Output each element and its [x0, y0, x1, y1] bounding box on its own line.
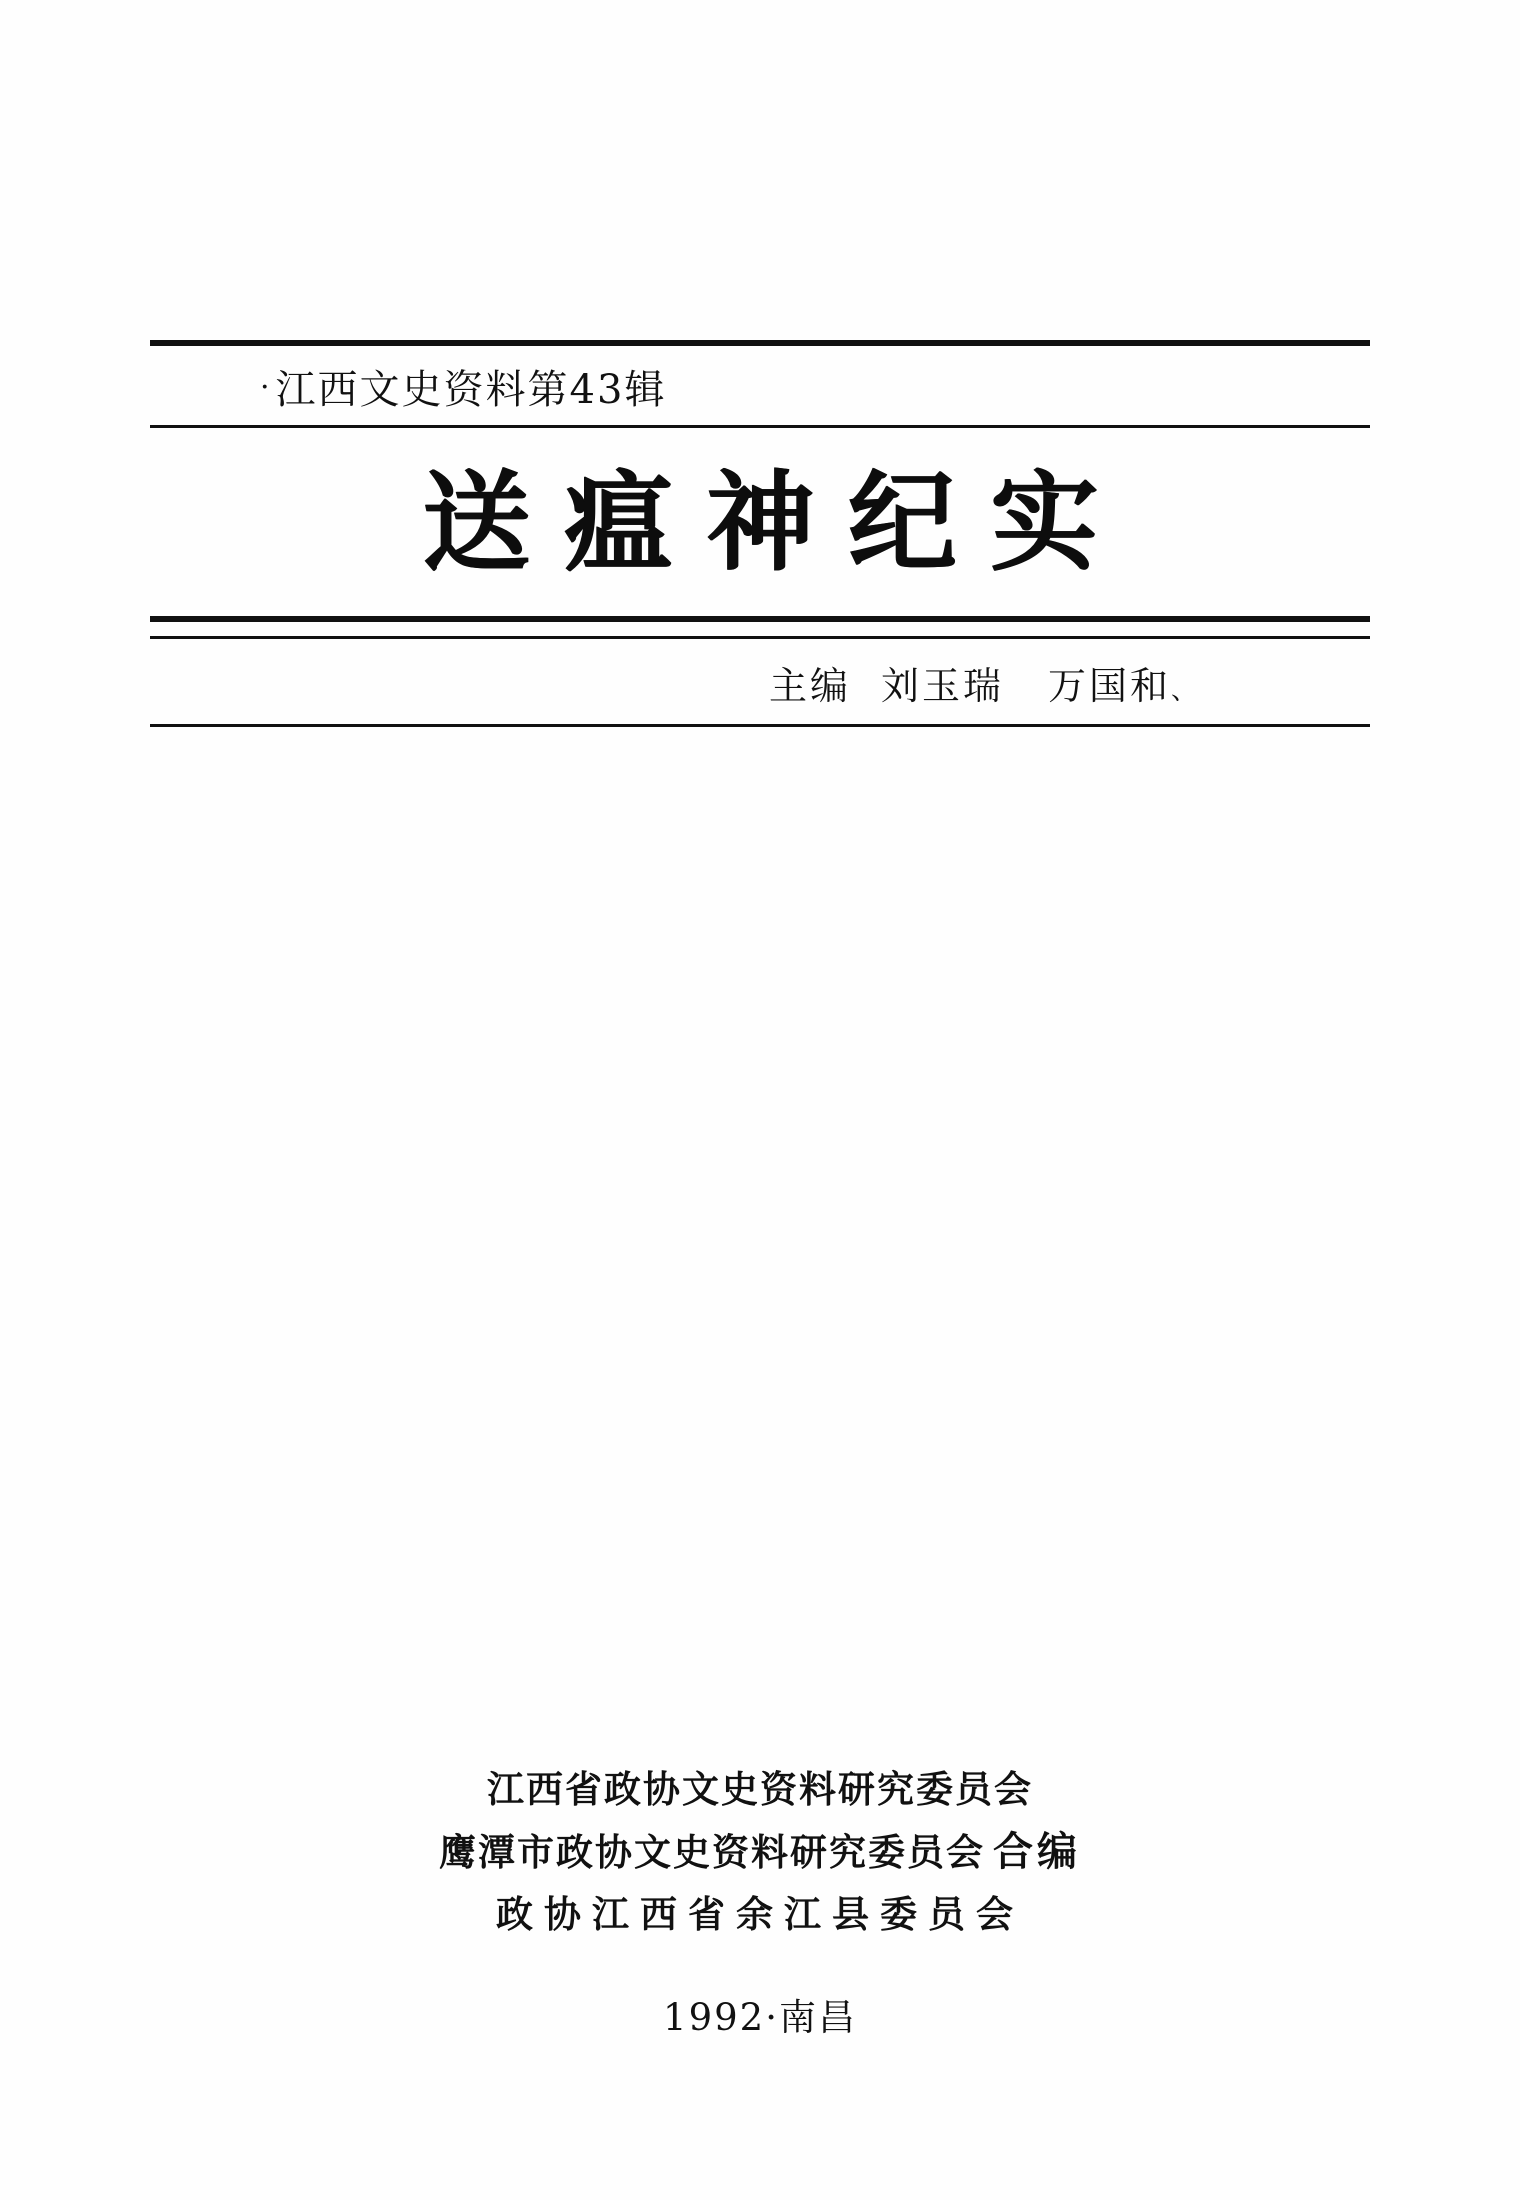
publisher-row	[0, 1760, 1520, 1820]
publisher-name-2: 鹰潭市政协文史资料研究委员会	[439, 1830, 985, 1874]
publisher-name-3: 政协江西省余江县委员会	[496, 1892, 1024, 1936]
series-dot: ·	[260, 370, 272, 405]
editor-name-1: 刘玉瑞	[880, 664, 1004, 709]
rule-gap	[150, 622, 1370, 636]
editor-tail-mark: 、	[1170, 676, 1200, 707]
joint-edition-mark: 合编	[993, 1828, 1081, 1875]
series-label: 江西文史资料第43辑	[275, 367, 667, 413]
series-line	[150, 346, 1370, 425]
publisher-row	[0, 1885, 1520, 1945]
editor-line	[150, 639, 1370, 724]
editor-bottom-rule	[150, 724, 1370, 727]
editor-name-2: 万国和	[1047, 664, 1171, 709]
year-and-place: 1992·南昌	[663, 1995, 857, 2039]
editor-label: 主编	[768, 664, 851, 709]
publisher-name-1: 江西省政协文史资料研究委员会	[487, 1768, 1033, 1811]
title-block	[150, 340, 1370, 727]
publisher-block	[0, 1760, 1520, 2041]
publisher-row	[0, 1820, 1520, 1885]
page-title: 送瘟神纪实	[421, 461, 1132, 586]
